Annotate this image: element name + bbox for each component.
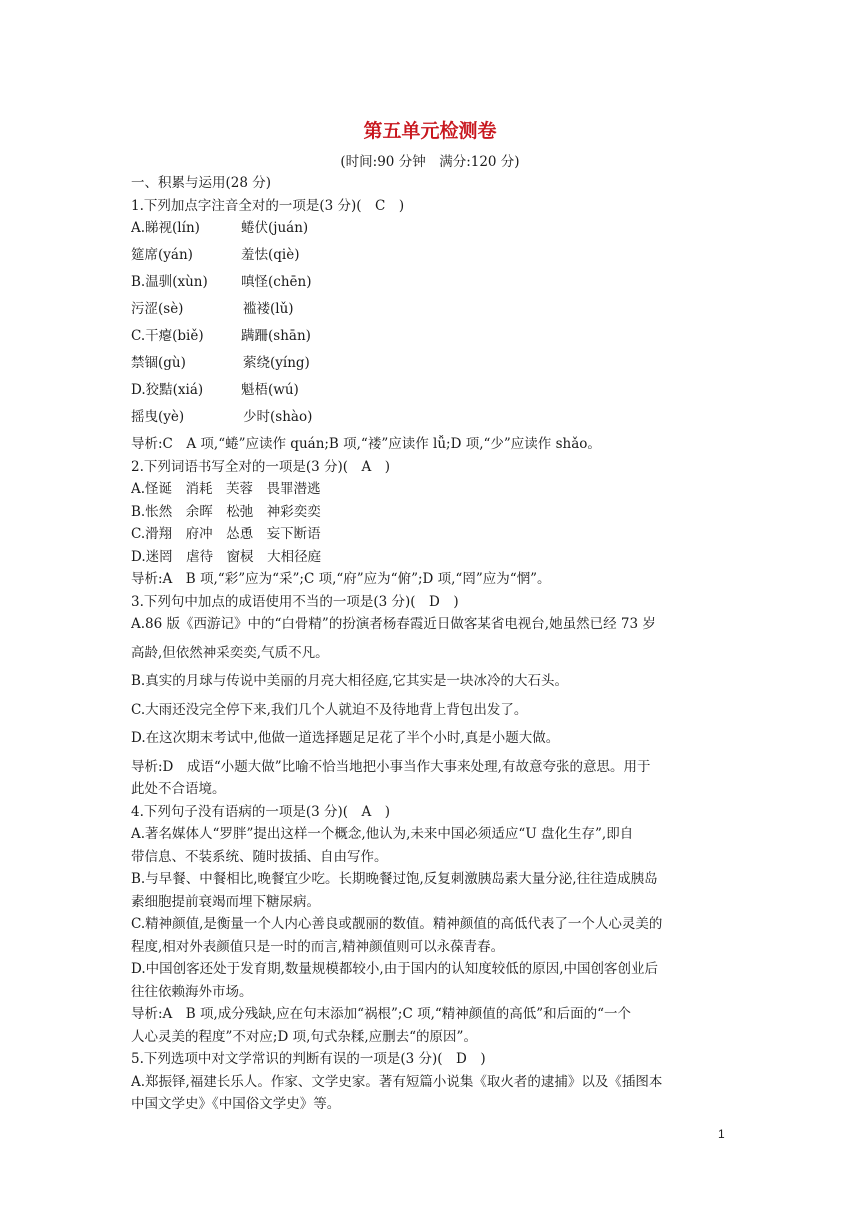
option-item: 魁梧(wú) [241,382,299,398]
option-a-row1 [131,217,731,240]
exam-content [131,172,731,1116]
option-a-line2: 带信息、不装系统、随时拔插、自由写作。 [131,848,388,865]
option-item: 污涩(sè) [131,301,184,317]
option-d-line2: 往往依赖海外市场。 [131,983,253,1000]
question-4 [131,801,731,1049]
question-1 [131,195,731,456]
answer-analysis-line1: 导析:A B 项,成分残缺,应在句末添加“祸根”;C 项,“精神颜值的高低”和后面的“一个 [131,1006,632,1022]
option-a-line1: A.86 版《西游记》中的“白骨精”的扮演者杨春霞近日做客某省电视台,她虽然已经 73 岁 [131,616,656,632]
option-d-line1: D.中国创客还处于发育期,数量规模都较小,由于国内的认知度较低的原因,中国创客创业后 [131,961,659,977]
option-item: 禁锢(gù) [131,355,186,371]
option-item: 摇曳(yè) [131,409,185,425]
option-item: 少时(shào) [243,409,313,425]
option-a-line1: A.著名媒体人“罗胖”提出这样一个概念,他认为,未来中国必须适应“U 盘化生存”,即自 [131,826,634,842]
option-d-row2 [131,406,731,429]
option-item: A.睇视(lín) [131,220,200,236]
option-a-row2 [131,244,731,267]
answer-analysis: 导析:C A 项,“蜷”应读作 quán;B 项,“褛”应读作 lǚ;D 项,“少”应读作 shǎo。 [131,436,601,452]
question-stem: 4.下列句子没有语病的一项是(3 分)( A ) [131,803,391,820]
question-stem: 3.下列句中加点的成语使用不当的一项是(3 分)( D ) [131,593,459,610]
option-item: 蜷伏(juán) [241,220,309,236]
option-d: D.在这次期末考试中,他做一道选择题足足花了半个小时,真是小题大做。 [131,730,560,746]
option-item: 筵席(yán) [131,247,193,263]
option-a-line2: 高龄,但依然神采奕奕,气质不凡。 [131,644,329,661]
option-c-line1: C.精神颜值,是衡量一个人内心善良或靓丽的数值。精神颜值的高低代表了一个人心灵美的 [131,916,663,932]
option-b-line1: B.与早餐、中餐相比,晚餐宜少吃。长期晚餐过饱,反复刺激胰岛素大量分泌,往往造成胰岛 [131,871,658,887]
option-a-line1: A.郑振铎,福建长乐人。作家、文学史家。著有短篇小说集《取火者的逮捕》以及《插图本 [131,1073,663,1090]
option-item: 羞怯(qiè) [241,247,300,263]
option-item: B.温驯(xùn) [131,274,208,290]
question-stem: 5.下列选项中对文学常识的判断有误的一项是(3 分)( D ) [131,1051,486,1067]
answer-analysis-line1: 导析:D 成语“小题大做”比喻不恰当地把小事当作大事来处理,有故意夸张的意思。用于 [131,758,651,775]
option-d: D.迷罔 虐待 窗棂 大相径庭 [131,548,322,565]
option-c-row1 [131,325,731,348]
answer-analysis-line2: 此处不合语境。 [131,781,226,797]
exam-info: (时间:90 分钟 满分:120 分) [340,154,520,170]
option-item: C.干瘪(biě) [131,328,204,344]
option-b: B.怅然 余晖 松弛 神彩奕奕 [131,503,321,520]
option-item: 萦绕(yíng) [243,355,310,371]
page-title: 第五单元检测卷 [363,120,497,142]
question-stem: 1.下列加点字注音全对的一项是(3 分)( C ) [131,197,405,214]
option-c: C.大雨还没完全停下来,我们几个人就迫不及待地背上背包出发了。 [131,701,528,718]
option-b-line2: 素细胞提前衰竭而埋下糖尿病。 [131,893,320,910]
option-c-line2: 程度,相对外表颜值只是一时的而言,精神颜值则可以永葆青春。 [131,938,505,955]
option-b-row1 [131,271,731,294]
option-c: C.滑翔 府冲 怂恿 妄下断语 [131,526,321,542]
option-b: B.真实的月球与传说中美丽的月亮大相径庭,它其实是一块冰冷的大石头。 [131,673,569,689]
option-a: A.怪诞 消耗 芙蓉 畏罪潜逃 [131,481,321,497]
question-stem: 2.下列词语书写全对的一项是(3 分)( A ) [131,458,391,475]
question-2 [131,456,731,591]
option-item: 嗔怪(chēn) [241,274,312,290]
question-3 [131,591,731,801]
answer-analysis: 导析:A B 项,“彩”应为“采”;C 项,“府”应为“俯”;D 项,“罔”应为“惘”。 [131,571,551,587]
option-item: 褴褛(lǔ) [243,301,294,317]
option-item: D.狡黠(xiá) [131,382,204,398]
section-heading: 一、积累与运用(28 分) [131,175,272,191]
option-item: 蹒跚(shān) [241,328,311,344]
option-b-row2 [131,298,731,321]
option-c-row2 [131,352,731,375]
question-5 [131,1048,731,1116]
option-d-row1 [131,379,731,402]
option-a-line2: 中国文学史》《中国俗文学史》等。 [131,1096,341,1112]
page-number: 1 [718,1127,725,1141]
answer-analysis-line2: 人心灵美的程度”不对应;D 项,句式杂糅,应删去“的原因”。 [131,1028,477,1045]
